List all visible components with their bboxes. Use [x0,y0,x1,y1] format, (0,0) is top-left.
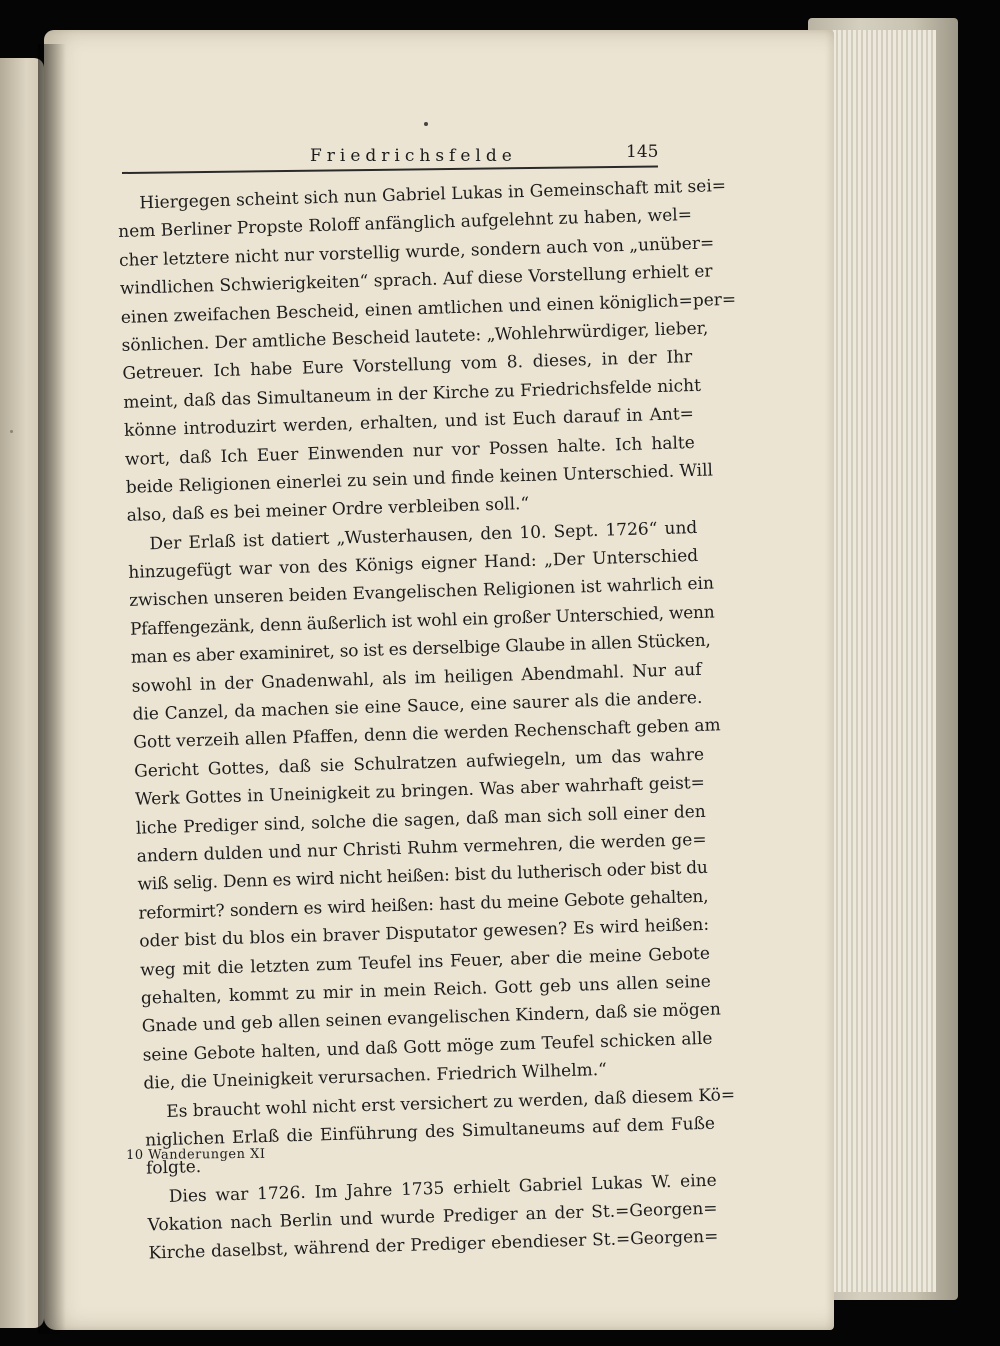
text-line: Dies war 1726. Im Jahre 1735 erhielt Gabriel Lukas W. eine [168,1170,717,1207]
text-line: Werk Gottes in Uneinigkeit zu bringen. Was aber wahrhaft geist= [134,773,706,810]
text-line: Getreuer. Ich habe Eure Vorstellung vom 8. dieses, in der Ihr [122,347,693,385]
text-line: cher letztere nicht nur vorstellig wurde, sondern auch von „unüber= [118,233,715,271]
text-line: nem Berliner Propste Roloff anfänglich aufgelehnt zu haben, wel= [117,205,693,243]
text-line: meint, daß das Simultaneum in der Kirche zu Friedrichsfelde nicht [123,375,702,413]
text-line: andern dulden und nur Christi Ruhm vermehren, die werden ge= [136,829,707,867]
text-line: niglichen Erlaß die Einführung des Simultaneums auf dem Fuße [144,1113,716,1151]
text-line: sowohl in der Gnadenwahl, als im heiligen Abendmahl. Nur auf [131,659,702,697]
running-title: Friedrichsfelde [310,146,517,166]
text-line: sönlichen. Der amtliche Bescheid lautete: „Wohlehrwürdiger, lieber, [121,318,709,356]
text-line: folgte. [145,1157,202,1179]
text-line: einen zweifachen Bescheid, einen amtlichen und einen königlich=per= [120,289,737,328]
text-line: weg mit die letzten zum Teufel ins Feuer, aber die meine Gebote [139,943,711,981]
text-line: gehalten, kommt zu mir in mein Reich. Gott geb uns allen seine [140,971,712,1009]
text-line: Gnade und geb allen seinen evangelischen Kindern, daß sie mögen [141,999,722,1037]
text-line: seine Gebote halten, und daß Gott möge zum Teufel schicken alle [142,1028,713,1066]
signature-mark: 10 Wanderungen XI [126,1146,266,1163]
page-number: 145 [626,142,659,162]
text-line: oder bist du blos ein braver Disputator gewesen? Es wird heißen: [139,914,710,952]
text-line: die Canzel, da machen sie eine Sauce, eine saurer als die andere. [132,687,703,725]
body-text [117,173,737,1268]
text-line: windlichen Schwierigkeiten“ sprach. Auf diese Vorstellung erhielt er [119,261,713,300]
text-line: reformirt? sondern es wird heißen: hast du meine Gebote gehalten, [138,886,709,924]
text-line: die, die Uneinigkeit verursachen. Friedrich Wilhelm.“ [143,1059,608,1094]
text-line: Kirche daselbst, während der Prediger ebendieser St.=Georgen= [148,1227,719,1264]
text-line: zwischen unseren beiden Evangelischen Religionen ist wahrlich ein [128,573,715,612]
page-edges [818,30,936,1292]
text-line: wiß selig. Denn es wird nicht heißen: bist du lutherisch oder bist du [137,858,708,896]
text-line: beide Religionen einerlei zu sein und finde keinen Unterschied. Will [125,460,714,498]
text-line: Hiergegen scheint sich nun Gabriel Lukas in Gemeinschaft mit sei= [139,175,727,214]
text-line: könne introduzirt werden, erhalten, und ist Euch darauf in Ant= [123,404,695,442]
text-line: Gott verzeih allen Pfaffen, denn die werden Rechenschaft geben am [133,715,721,754]
text-line: Es braucht wohl nicht erst versichert zu werden, daß diesem Kö= [166,1084,736,1122]
text-line: Vokation nach Berlin und wurde Prediger an der St.=Georgen= [147,1198,718,1236]
text-line: Pfaffengezänk, denn äußerlich ist wohl ein großer Unterschied, wenn [129,602,715,640]
text-line: liche Prediger sind, solche die sagen, daß man sich soll einer den [135,801,706,839]
ink-dot [424,122,428,126]
spine-shadow [38,44,66,1334]
page-speck [10,430,13,433]
text-line: hinzugefügt war von des Königs eigner Hand: „Der Unterschied [128,546,699,583]
text-line: Gericht Gottes, daß sie Schulratzen aufwiegeln, um das wahre [133,744,705,782]
text-line: wort, daß Ich Euer Einwenden nur vor Possen halte. Ich halte [124,432,696,470]
text-line: also, daß es bei meiner Ordre verbleiben soll.“ [126,494,530,527]
text-line: Der Erlaß ist datiert „Wusterhausen, den 10. Sept. 1726“ und [149,517,698,554]
text-line: man es aber examiniret, so ist es derselbige Glaube in allen Stücken, [130,630,711,669]
